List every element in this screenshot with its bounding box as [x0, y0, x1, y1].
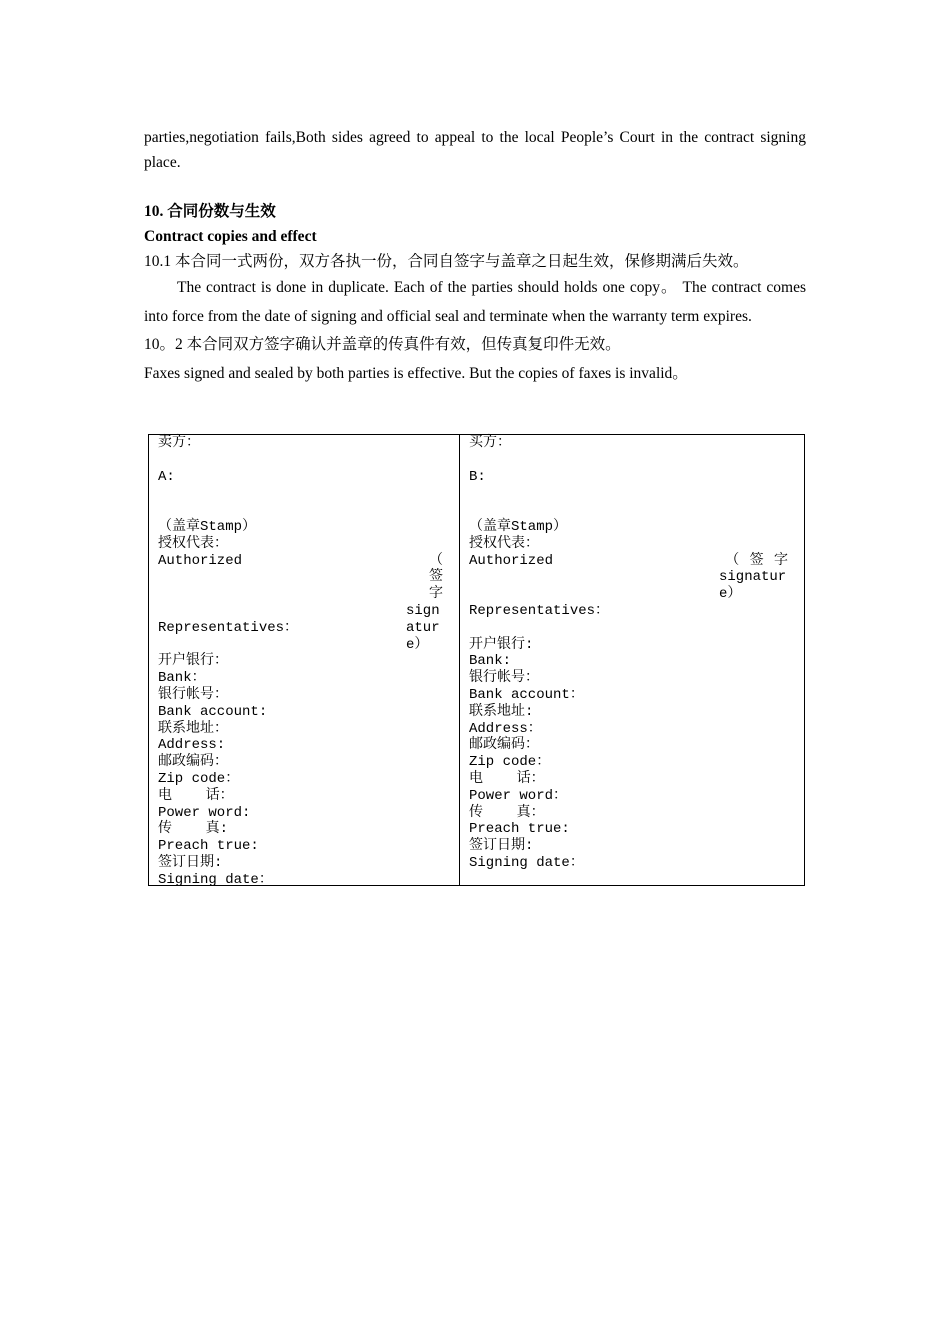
- seller-account-cn: 银行帐号：: [158, 686, 228, 703]
- seller-phone-cn: 电 话：: [158, 787, 234, 804]
- buyer-auth-row: [469, 552, 795, 603]
- clause-10-2-cn: 10。2 本合同双方签字确认并盖章的传真件有效，但传真复印件无效。: [144, 336, 621, 353]
- clause-10-1-en: The contract is done in duplicate. Each of the parties should holds one copy。 The contract comes into force from the date of signing and official seal and terminate when the warranty term expires.: [144, 279, 806, 325]
- seller-column: [149, 435, 460, 888]
- seller-title: 卖方：: [158, 435, 200, 451]
- buyer-account-cn: 银行帐号：: [469, 670, 539, 687]
- seller-fax-en: Preach true:: [158, 838, 259, 855]
- buyer-bank-cn: 开户银行:: [469, 636, 534, 653]
- buyer-representatives: Representatives：: [469, 602, 610, 619]
- seller-sign-rest: signature）: [406, 602, 440, 653]
- buyer-date-cn: 签订日期:: [469, 838, 534, 855]
- seller-bank-en: Bank：: [158, 670, 206, 687]
- buyer-fax-en: Preach true:: [469, 821, 570, 838]
- buyer-phone-cn: 电 话：: [469, 770, 545, 787]
- buyer-stamp: （盖章Stamp）: [469, 518, 568, 535]
- buyer-signature-note: [719, 553, 789, 603]
- buyer-account-en: Bank account：: [469, 686, 584, 703]
- buyer-date-en: Signing date：: [469, 854, 584, 871]
- section-heading-en: Contract copies and effect: [144, 228, 317, 245]
- seller-zip-cn: 邮政编码：: [158, 754, 228, 771]
- seller-bank-cn: 开户银行：: [158, 653, 228, 670]
- clause-10-1-cn: 10.1 本合同一式两份，双方各执一份，合同自签字与盖章之日起生效，保修期满后失效。: [144, 253, 749, 270]
- buyer-party: B:: [469, 468, 486, 485]
- seller-auth-en: Authorized: [158, 552, 243, 569]
- seller-fax-cn: 传 真:: [158, 821, 229, 838]
- buyer-auth-cn: 授权代表：: [469, 535, 539, 552]
- intro-paragraph: parties,negotiation fails,Both sides agreed to appeal to the local People’s Court in the contract signing place.: [144, 129, 806, 171]
- buyer-address-en: Address：: [469, 720, 542, 737]
- spacer: [144, 175, 806, 199]
- document-body: [144, 125, 806, 386]
- buyer-column: [460, 435, 804, 885]
- seller-date-cn: 签订日期:: [158, 854, 223, 871]
- seller-sign-top: （ 签 字: [429, 552, 444, 603]
- seller-signature-note: [406, 553, 444, 654]
- buyer-phone-en: Power word：: [469, 787, 568, 804]
- seller-date-en: Signing date：: [158, 871, 273, 888]
- section-heading-cn: 10. 合同份数与生效: [144, 203, 276, 220]
- buyer-title: 买方：: [469, 435, 511, 451]
- buyer-bank-en: Bank:: [469, 653, 512, 670]
- buyer-fax-cn: 传 真：: [469, 804, 545, 821]
- seller-zip-en: Zip code：: [158, 770, 240, 787]
- seller-address-cn: 联系地址：: [158, 720, 228, 737]
- buyer-sign-top: （ 签 字: [725, 552, 789, 569]
- signature-table: [148, 434, 805, 886]
- buyer-zip-en: Zip code：: [469, 754, 551, 771]
- buyer-auth-en: Authorized: [469, 552, 554, 569]
- seller-representatives: Representatives：: [158, 619, 299, 636]
- buyer-sign-rest: signature）: [719, 569, 787, 603]
- seller-account-en: Bank account:: [158, 703, 268, 720]
- buyer-zip-cn: 邮政编码：: [469, 737, 539, 754]
- buyer-address-cn: 联系地址:: [469, 703, 534, 720]
- seller-phone-en: Power word:: [158, 804, 251, 821]
- seller-auth-cn: 授权代表：: [158, 535, 228, 552]
- seller-party: A:: [158, 468, 175, 485]
- seller-stamp: （盖章Stamp）: [158, 518, 257, 535]
- clause-10-2-en: Faxes signed and sealed by both parties is effective. But the copies of faxes is invalid。: [144, 365, 688, 382]
- seller-address-en: Address:: [158, 737, 226, 754]
